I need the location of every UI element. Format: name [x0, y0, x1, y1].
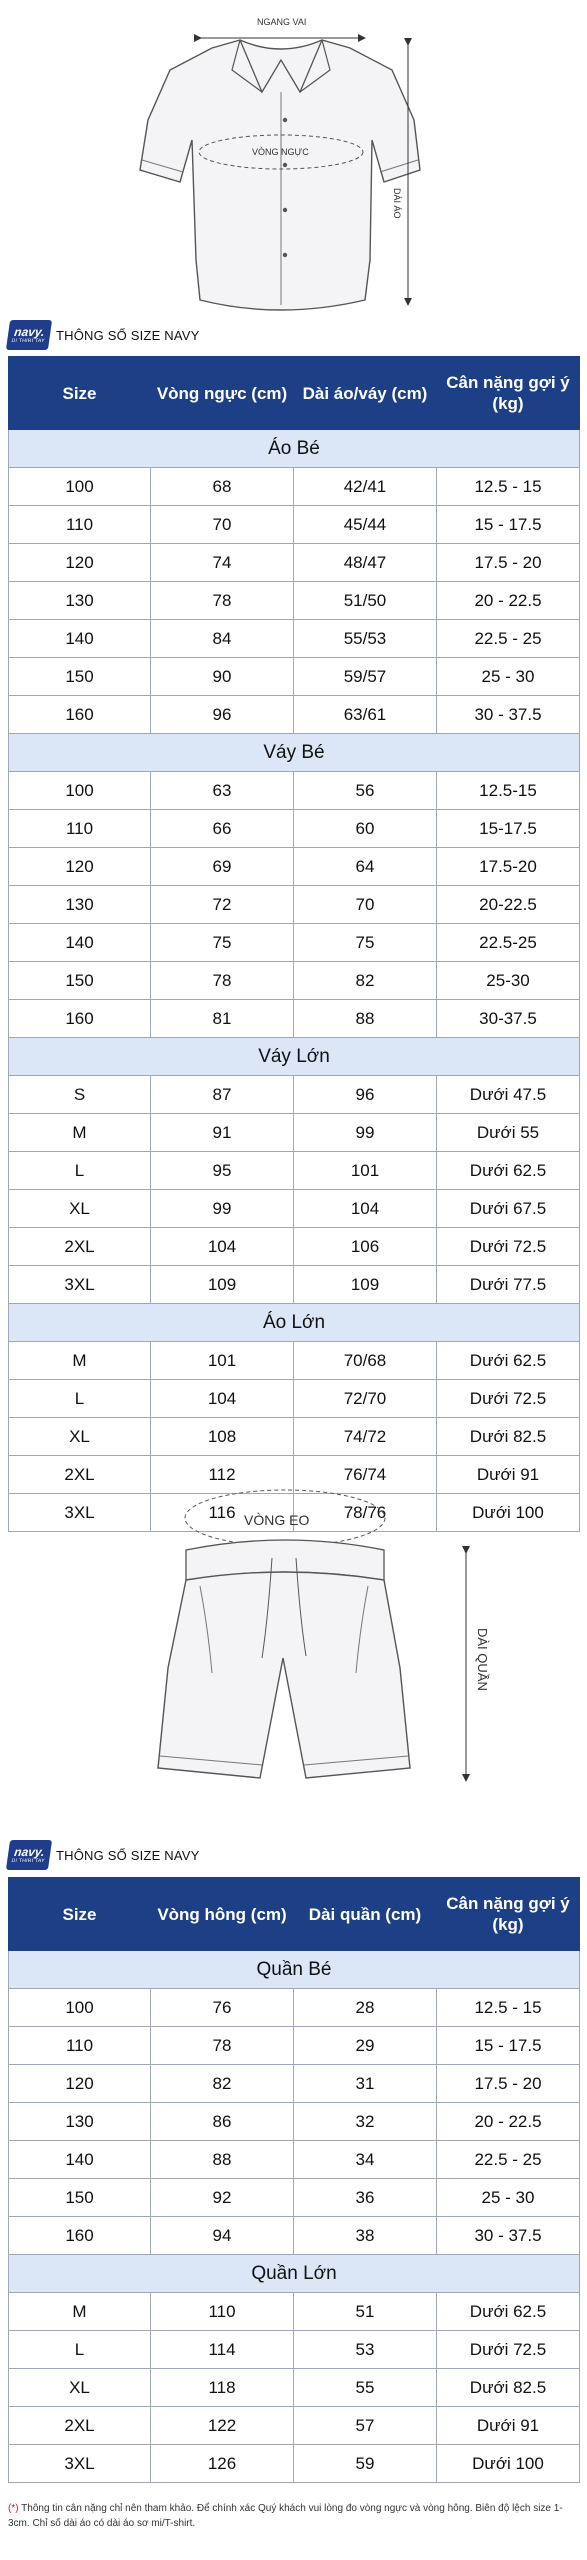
- table-cell: 17.5-20: [437, 848, 580, 886]
- table-row: [9, 1228, 580, 1266]
- table-cell: 78: [151, 962, 294, 1000]
- table-cell: S: [9, 1076, 151, 1114]
- table-row: [9, 2331, 580, 2369]
- table-row: [9, 1076, 580, 1114]
- table-cell: 126: [151, 2445, 294, 2483]
- table-cell: 106: [294, 1228, 437, 1266]
- table-cell: 70: [294, 886, 437, 924]
- table-header-row: [9, 357, 580, 430]
- table-cell: Dưới 77.5: [437, 1266, 580, 1304]
- table-cell: 75: [151, 924, 294, 962]
- table-cell: Dưới 72.5: [437, 2331, 580, 2369]
- table-cell: 3XL: [9, 2445, 151, 2483]
- table-row: [9, 1114, 580, 1152]
- section-row: [9, 430, 580, 468]
- table-cell: 120: [9, 848, 151, 886]
- table-cell: 17.5 - 20: [437, 544, 580, 582]
- table-row: [9, 1989, 580, 2027]
- table-cell: 130: [9, 2103, 151, 2141]
- table-row: [9, 2103, 580, 2141]
- table-cell: 15-17.5: [437, 810, 580, 848]
- shirt-length-label: DÀI ÁO: [392, 188, 402, 219]
- table-cell: 94: [151, 2217, 294, 2255]
- shoulder-width-label: NGANG VAI: [257, 17, 307, 27]
- section-row: [9, 734, 580, 772]
- table-row: [9, 962, 580, 1000]
- table-cell: 59/57: [294, 658, 437, 696]
- table-cell: 56: [294, 772, 437, 810]
- column-header: Cân nặng gợi ý (kg): [437, 1878, 580, 1951]
- table-cell: 110: [9, 810, 151, 848]
- table-cell: Dưới 47.5: [437, 1076, 580, 1114]
- brand-header-top: [8, 318, 200, 352]
- table-cell: M: [9, 1114, 151, 1152]
- table-cell: 63/61: [294, 696, 437, 734]
- table-cell: L: [9, 1152, 151, 1190]
- table-row: [9, 2217, 580, 2255]
- table-cell: 34: [294, 2141, 437, 2179]
- table-cell: 22.5 - 25: [437, 620, 580, 658]
- table-header-row: [9, 1878, 580, 1951]
- table-cell: 99: [151, 1190, 294, 1228]
- table-cell: 25 - 30: [437, 2179, 580, 2217]
- section-title: Áo Bé: [9, 430, 580, 468]
- table-cell: 114: [151, 2331, 294, 2369]
- section-title: Quần Bé: [9, 1951, 580, 1989]
- table-cell: 3XL: [9, 1266, 151, 1304]
- table-cell: 60: [294, 810, 437, 848]
- waist-label: VÒNG EO: [244, 1512, 310, 1528]
- table-cell: 160: [9, 696, 151, 734]
- table-cell: 64: [294, 848, 437, 886]
- table-cell: 72: [151, 886, 294, 924]
- table-cell: 90: [151, 658, 294, 696]
- table-cell: 100: [9, 772, 151, 810]
- table-cell: 3XL: [9, 1494, 151, 1532]
- table-cell: 84: [151, 620, 294, 658]
- table-row: [9, 2027, 580, 2065]
- table-cell: 48/47: [294, 544, 437, 582]
- table-row: [9, 506, 580, 544]
- table-cell: M: [9, 2293, 151, 2331]
- table-cell: 74: [151, 544, 294, 582]
- table-row: [9, 1342, 580, 1380]
- column-header: Dài quần (cm): [294, 1878, 437, 1951]
- table-cell: 66: [151, 810, 294, 848]
- table-cell: Dưới 82.5: [437, 1418, 580, 1456]
- table-cell: 32: [294, 2103, 437, 2141]
- table-cell: 12.5 - 15: [437, 468, 580, 506]
- column-header: Cân nặng gợi ý (kg): [437, 357, 580, 430]
- table-row: [9, 810, 580, 848]
- table-cell: L: [9, 2331, 151, 2369]
- table-cell: 22.5 - 25: [437, 2141, 580, 2179]
- table-cell: 20 - 22.5: [437, 2103, 580, 2141]
- table-cell: 140: [9, 924, 151, 962]
- table-row: [9, 620, 580, 658]
- table-cell: 112: [151, 1456, 294, 1494]
- chest-label: VÒNG NGỰC: [252, 147, 309, 157]
- table-row: [9, 1380, 580, 1418]
- table-cell: 17.5 - 20: [437, 2065, 580, 2103]
- table-cell: 160: [9, 2217, 151, 2255]
- table-cell: 2XL: [9, 2407, 151, 2445]
- table-cell: Dưới 62.5: [437, 1152, 580, 1190]
- table-row: [9, 924, 580, 962]
- table-cell: 29: [294, 2027, 437, 2065]
- table-cell: 51: [294, 2293, 437, 2331]
- section-row: [9, 2255, 580, 2293]
- table-cell: 42/41: [294, 468, 437, 506]
- table-row: [9, 1418, 580, 1456]
- table-cell: 91: [151, 1114, 294, 1152]
- table-cell: M: [9, 1342, 151, 1380]
- table-cell: 20-22.5: [437, 886, 580, 924]
- column-header: Vòng ngực (cm): [151, 357, 294, 430]
- table-cell: 68: [151, 468, 294, 506]
- table-cell: 95: [151, 1152, 294, 1190]
- table-cell: Dưới 62.5: [437, 2293, 580, 2331]
- table-cell: XL: [9, 1418, 151, 1456]
- table-cell: 130: [9, 582, 151, 620]
- navy-logo: navy. DI THIRI TAY: [6, 1840, 52, 1870]
- table-cell: 101: [151, 1342, 294, 1380]
- table-row: [9, 658, 580, 696]
- table-cell: Dưới 91: [437, 1456, 580, 1494]
- table-cell: Dưới 62.5: [437, 1342, 580, 1380]
- table-cell: XL: [9, 1190, 151, 1228]
- footnote-text: Thông tin cân nặng chỉ nên tham khảo. Để chính xác Quý khách vui lòng đo vòng ngực và vòng hông. Biên độ lệch size 1-3cm. Chỉ số dài áo có dài áo sơ mi/T-shirt.: [8, 2503, 563, 2529]
- table-cell: 53: [294, 2331, 437, 2369]
- section-row: [9, 1304, 580, 1342]
- shirt-illustration: [0, 0, 587, 320]
- table-cell: 28: [294, 1989, 437, 2027]
- table-cell: 100: [9, 468, 151, 506]
- table-cell: 92: [151, 2179, 294, 2217]
- table-cell: 51/50: [294, 582, 437, 620]
- table-row: [9, 2065, 580, 2103]
- table-cell: 76/74: [294, 1456, 437, 1494]
- table-cell: 140: [9, 620, 151, 658]
- table-cell: 70/68: [294, 1342, 437, 1380]
- table-row: [9, 1152, 580, 1190]
- table-cell: Dưới 100: [437, 2445, 580, 2483]
- table-cell: 59: [294, 2445, 437, 2483]
- table-cell: 110: [9, 506, 151, 544]
- table-cell: Dưới 72.5: [437, 1380, 580, 1418]
- table-cell: 12.5-15: [437, 772, 580, 810]
- column-header: Dài áo/váy (cm): [294, 357, 437, 430]
- table-cell: 100: [9, 1989, 151, 2027]
- table-row: [9, 886, 580, 924]
- table-row: [9, 2293, 580, 2331]
- table-cell: 120: [9, 2065, 151, 2103]
- table-cell: 30 - 37.5: [437, 2217, 580, 2255]
- table-cell: 78/76: [294, 1494, 437, 1532]
- table-cell: 96: [294, 1076, 437, 1114]
- table-cell: 30 - 37.5: [437, 696, 580, 734]
- table-cell: Dưới 91: [437, 2407, 580, 2445]
- table-cell: 86: [151, 2103, 294, 2141]
- table-cell: 15 - 17.5: [437, 2027, 580, 2065]
- column-header: Vòng hông (cm): [151, 1878, 294, 1951]
- table-cell: XL: [9, 2369, 151, 2407]
- table-cell: 110: [9, 2027, 151, 2065]
- table-cell: 78: [151, 2027, 294, 2065]
- table-cell: 63: [151, 772, 294, 810]
- table-row: [9, 1266, 580, 1304]
- brand-header-bottom: [8, 1838, 200, 1872]
- table-cell: L: [9, 1380, 151, 1418]
- table-cell: 109: [294, 1266, 437, 1304]
- table-cell: 2XL: [9, 1228, 151, 1266]
- table-cell: 36: [294, 2179, 437, 2217]
- table-cell: 88: [294, 1000, 437, 1038]
- table-cell: 74/72: [294, 1418, 437, 1456]
- column-header: Size: [9, 357, 151, 430]
- table-cell: 12.5 - 15: [437, 1989, 580, 2027]
- table-row: [9, 1000, 580, 1038]
- shorts-diagram: [0, 1468, 587, 1818]
- table-cell: 25 - 30: [437, 658, 580, 696]
- section-title: Áo Lớn: [9, 1304, 580, 1342]
- table-cell: 38: [294, 2217, 437, 2255]
- table-row: [9, 2141, 580, 2179]
- table-cell: 15 - 17.5: [437, 506, 580, 544]
- section-title: Quần Lớn: [9, 2255, 580, 2293]
- table-cell: 118: [151, 2369, 294, 2407]
- table-row: [9, 848, 580, 886]
- table-cell: 82: [151, 2065, 294, 2103]
- table-cell: 101: [294, 1152, 437, 1190]
- table-row: [9, 468, 580, 506]
- table-row: [9, 2445, 580, 2483]
- table-cell: 72/70: [294, 1380, 437, 1418]
- table-cell: 116: [151, 1494, 294, 1532]
- table-row: [9, 1190, 580, 1228]
- table-cell: 96: [151, 696, 294, 734]
- table-cell: 122: [151, 2407, 294, 2445]
- section-row: [9, 1038, 580, 1076]
- table-cell: 160: [9, 1000, 151, 1038]
- table-cell: 120: [9, 544, 151, 582]
- table-cell: 82: [294, 962, 437, 1000]
- shorts-length-label: DÀI QUẦN: [475, 1628, 490, 1691]
- table-row: [9, 772, 580, 810]
- table-cell: 88: [151, 2141, 294, 2179]
- size-table-top: [8, 356, 580, 1532]
- table-row: [9, 696, 580, 734]
- table-cell: 22.5-25: [437, 924, 580, 962]
- table-cell: Dưới 72.5: [437, 1228, 580, 1266]
- table-cell: 31: [294, 2065, 437, 2103]
- table-cell: 76: [151, 1989, 294, 2027]
- table-cell: 110: [151, 2293, 294, 2331]
- table-cell: 104: [294, 1190, 437, 1228]
- footnote: [8, 2501, 582, 2531]
- shirt-diagram: [0, 0, 587, 320]
- table-cell: 55/53: [294, 620, 437, 658]
- footnote-marker: (*): [8, 2503, 19, 2514]
- table-cell: 150: [9, 962, 151, 1000]
- table-row: [9, 544, 580, 582]
- table-cell: 150: [9, 658, 151, 696]
- table-row: [9, 2179, 580, 2217]
- table-cell: 81: [151, 1000, 294, 1038]
- table-cell: 55: [294, 2369, 437, 2407]
- table-cell: 99: [294, 1114, 437, 1152]
- table-cell: 78: [151, 582, 294, 620]
- table-cell: 87: [151, 1076, 294, 1114]
- table-cell: 20 - 22.5: [437, 582, 580, 620]
- table-cell: 108: [151, 1418, 294, 1456]
- table-row: [9, 2407, 580, 2445]
- table-cell: Dưới 100: [437, 1494, 580, 1532]
- section-title: Váy Lớn: [9, 1038, 580, 1076]
- table-cell: 75: [294, 924, 437, 962]
- table-cell: 104: [151, 1228, 294, 1266]
- table-cell: 57: [294, 2407, 437, 2445]
- brand-title: THÔNG SỐ SIZE NAVY: [56, 1847, 200, 1863]
- table-cell: 2XL: [9, 1456, 151, 1494]
- table-cell: 25-30: [437, 962, 580, 1000]
- table-cell: 140: [9, 2141, 151, 2179]
- table-cell: 109: [151, 1266, 294, 1304]
- table-cell: Dưới 82.5: [437, 2369, 580, 2407]
- table-cell: 130: [9, 886, 151, 924]
- table-cell: 30-37.5: [437, 1000, 580, 1038]
- table-cell: Dưới 67.5: [437, 1190, 580, 1228]
- column-header: Size: [9, 1878, 151, 1951]
- table-row: [9, 2369, 580, 2407]
- section-title: Váy Bé: [9, 734, 580, 772]
- table-cell: 45/44: [294, 506, 437, 544]
- table-cell: Dưới 55: [437, 1114, 580, 1152]
- table-cell: 104: [151, 1380, 294, 1418]
- size-table-bottom: [8, 1877, 580, 2483]
- brand-title: THÔNG SỐ SIZE NAVY: [56, 327, 200, 343]
- navy-logo: navy. DI THIRI TAY: [6, 320, 52, 350]
- table-cell: 70: [151, 506, 294, 544]
- table-cell: 150: [9, 2179, 151, 2217]
- section-row: [9, 1951, 580, 1989]
- table-row: [9, 582, 580, 620]
- table-cell: 69: [151, 848, 294, 886]
